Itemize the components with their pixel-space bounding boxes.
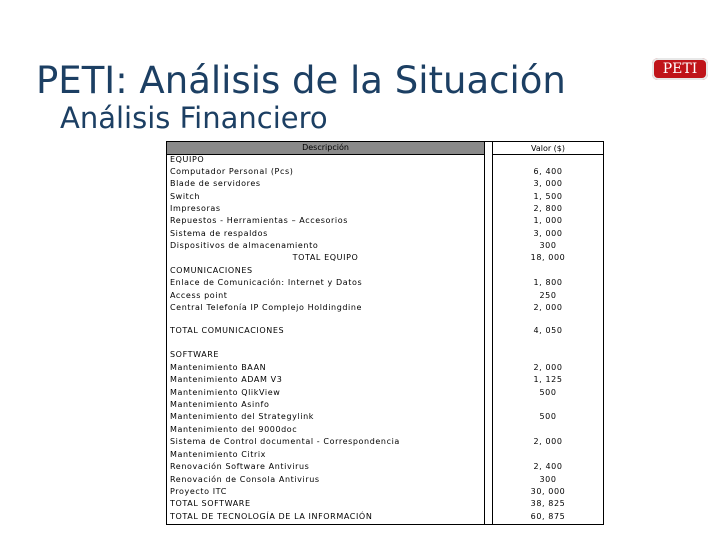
row-value: 500 <box>539 412 557 421</box>
row-description: Mantenimiento ADAM V3 <box>170 375 283 384</box>
row-value: 38, 825 <box>530 499 566 508</box>
table-row <box>167 228 604 240</box>
table-row <box>167 362 604 374</box>
row-description: Sistema de Control documental - Correspondencia <box>170 437 400 446</box>
row-description: Mantenimiento del Strategylink <box>170 412 314 421</box>
row-description: SOFTWARE <box>170 350 220 359</box>
table-row <box>167 349 604 361</box>
table-row <box>167 178 604 190</box>
row-description: Renovación Software Antivirus <box>170 462 310 471</box>
slide-subtitle: Análisis Financiero <box>60 101 328 135</box>
row-description: Access point <box>170 291 228 300</box>
row-description: TOTAL DE TECNOLOGÍA DE LA INFORMACIÓN <box>170 512 373 521</box>
table-row <box>167 290 604 302</box>
row-description: TOTAL COMUNICACIONES <box>170 326 285 335</box>
table-row <box>167 203 604 215</box>
table-row <box>167 374 604 386</box>
row-value: 4, 050 <box>533 326 563 335</box>
row-description: Proyecto ITC <box>170 487 227 496</box>
table-row <box>167 511 604 523</box>
peti-badge: PETI <box>652 58 708 80</box>
row-value: 60, 875 <box>530 512 566 521</box>
table-row <box>167 252 604 264</box>
row-value: 2, 000 <box>533 437 563 446</box>
row-description: EQUIPO <box>170 155 205 164</box>
table-row <box>167 325 604 337</box>
row-value: 2, 800 <box>533 204 563 213</box>
table-row <box>167 498 604 510</box>
row-description: Switch <box>170 192 201 201</box>
table-row <box>167 154 604 166</box>
row-value: 1, 500 <box>533 192 563 201</box>
row-value: 3, 000 <box>533 229 563 238</box>
row-description: Renovación de Consola Antivirus <box>170 475 320 484</box>
table-row <box>167 302 604 314</box>
description-header: Descripción <box>302 143 349 152</box>
row-description: Mantenimiento del 9000doc <box>170 425 298 434</box>
row-value: 1, 000 <box>533 216 563 225</box>
row-description: TOTAL EQUIPO <box>292 253 359 262</box>
row-value: 30, 000 <box>530 487 566 496</box>
row-value: 1, 800 <box>533 278 563 287</box>
table-row <box>167 449 604 461</box>
row-value: 6, 400 <box>533 167 563 176</box>
row-value: 2, 000 <box>533 303 563 312</box>
row-description: Sistema de respaldos <box>170 229 268 238</box>
row-description: Mantenimiento BAAN <box>170 363 267 372</box>
row-value: 1, 125 <box>533 375 563 384</box>
row-value: 2, 400 <box>533 462 563 471</box>
row-description: Computador Personal (Pcs) <box>170 167 294 176</box>
table-row <box>167 191 604 203</box>
table-row <box>167 436 604 448</box>
row-description: Mantenimiento QlikView <box>170 388 281 397</box>
row-description: Blade de servidores <box>170 179 261 188</box>
row-value: 3, 000 <box>533 179 563 188</box>
row-description: Enlace de Comunicación: Internet y Datos <box>170 278 363 287</box>
table-row <box>167 461 604 473</box>
table-row <box>167 399 604 411</box>
value-header: Valor ($) <box>530 144 566 153</box>
table-row <box>167 265 604 277</box>
table-row <box>167 411 604 423</box>
row-value: 500 <box>539 388 557 397</box>
table-row <box>167 387 604 399</box>
row-description: Impresoras <box>170 204 221 213</box>
financial-table <box>166 141 604 525</box>
row-value: 300 <box>539 241 557 250</box>
row-description: COMUNICACIONES <box>170 266 253 275</box>
table-row <box>167 277 604 289</box>
table-row <box>167 166 604 178</box>
slide-title: PETI: Análisis de la Situación <box>36 59 566 102</box>
table-row <box>167 240 604 252</box>
table-row <box>167 215 604 227</box>
table-row <box>167 486 604 498</box>
row-description: Dispositivos de almacenamiento <box>170 241 319 250</box>
row-value: 18, 000 <box>530 253 566 262</box>
row-description: Mantenimiento Asinfo <box>170 400 270 409</box>
row-value: 300 <box>539 475 557 484</box>
row-description: Mantenimiento Citrix <box>170 450 266 459</box>
row-description: TOTAL SOFTWARE <box>170 499 251 508</box>
row-description: Central Telefonía IP Complejo Holdingdine <box>170 303 363 312</box>
row-description: Repuestos - Herramientas – Accesorios <box>170 216 348 225</box>
row-value: 250 <box>539 291 557 300</box>
row-value: 2, 000 <box>533 363 563 372</box>
table-row <box>167 424 604 436</box>
table-row <box>167 474 604 486</box>
